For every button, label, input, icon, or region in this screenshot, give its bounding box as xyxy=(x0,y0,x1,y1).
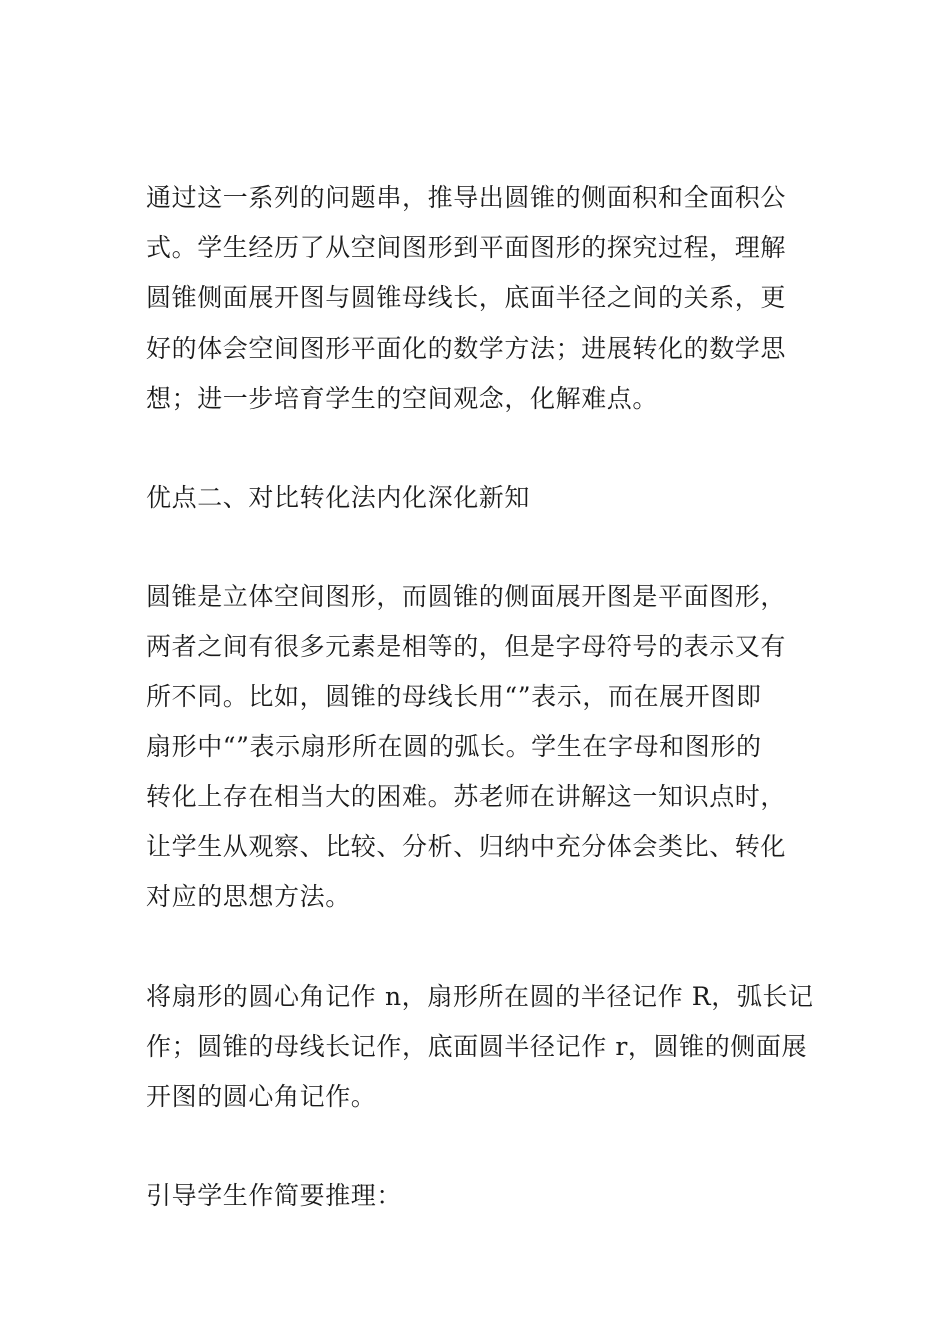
text-line: 让学生从观察、比较、分析、归纳中充分体会类比、转化 xyxy=(146,832,787,861)
text-line: 转化上存在相当大的困难。苏老师在讲解这一知识点时， xyxy=(146,782,787,811)
text-line: 对应的思想方法。 xyxy=(146,882,351,911)
text-line: 式。学生经历了从空间图形到平面图形的探究过程，理解 xyxy=(146,233,787,262)
text-line: 两者之间有很多元素是相等的，但是字母符号的表示又有 xyxy=(146,632,787,661)
text-line: 通过这一系列的问题串，推导出圆锥的侧面积和全面积公 xyxy=(146,183,787,212)
text-line: 好的体会空间图形平面化的数学方法；进展转化的数学思 xyxy=(146,334,787,363)
text-line: 将扇形的圆心角记作 n，扇形所在圆的半径记作 R，弧长记 xyxy=(146,982,814,1011)
text-line: 圆锥是立体空间图形，而圆锥的侧面展开图是平面图形， xyxy=(146,582,787,611)
text-line: 圆锥侧面展开图与圆锥母线长，底面半径之间的关系，更 xyxy=(146,283,787,312)
text-line: 引导学生作简要推理： xyxy=(146,1181,403,1210)
text-line: 作；圆锥的母线长记作，底面圆半径记作 r，圆锥的侧面展 xyxy=(146,1032,808,1061)
text-line: 优点二、对比转化法内化深化新知 xyxy=(146,483,531,512)
text-line: 扇形中“”表示扇形所在圆的弧长。学生在字母和图形的 xyxy=(146,732,762,761)
text-line: 想；进一步培育学生的空间观念，化解难点。 xyxy=(146,384,659,413)
text-line: 所不同。比如，圆锥的母线长用“”表示，而在展开图即 xyxy=(146,682,762,711)
text-line: 开图的圆心角记作。 xyxy=(146,1082,377,1111)
